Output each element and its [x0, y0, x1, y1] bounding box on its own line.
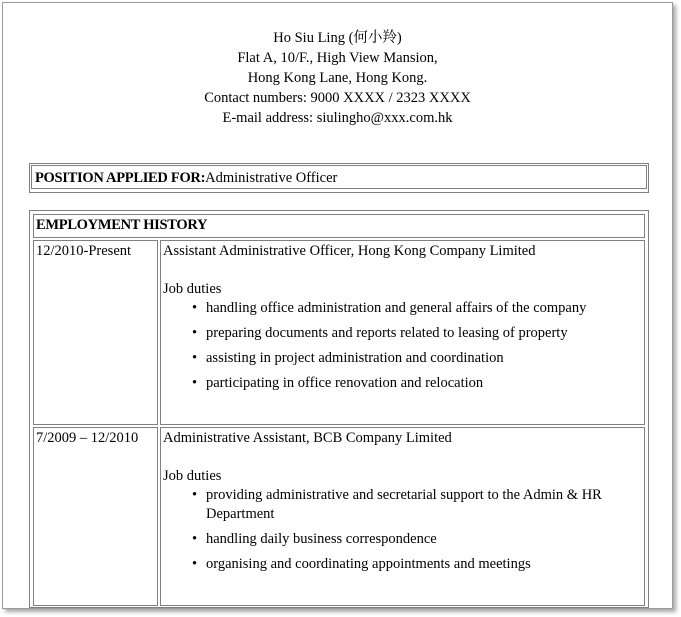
address-line-2: Hong Kong Lane, Hong Kong.: [247, 70, 428, 86]
list-item: • organising and coordinating appointments and meetings: [192, 556, 531, 572]
list-item: • assisting in project administration and coordination: [192, 350, 504, 366]
contact-header: [3, 28, 672, 128]
table-row: [33, 240, 645, 425]
job-details: [160, 427, 645, 606]
job-duties-list: [163, 299, 642, 393]
address-line-1: Flat A, 10/F., High View Mansion,: [237, 50, 438, 66]
job-period: 12/2010-Present: [33, 240, 158, 425]
job-details: [160, 240, 645, 425]
bullet-icon: •: [192, 531, 198, 547]
applicant-name: Ho Siu Ling (何小羚): [273, 30, 402, 46]
email-address: E-mail address: siulingho@xxx.com.hk: [222, 110, 453, 126]
list-item: • handling daily business correspondence: [192, 531, 437, 547]
job-period: 7/2009 – 12/2010: [33, 427, 158, 606]
bullet-icon: •: [192, 487, 198, 503]
position-value: Administrative Officer: [205, 170, 338, 186]
position-label: POSITION APPLIED FOR:: [35, 170, 206, 186]
job-role: Administrative Assistant, BCB Company Limited: [163, 430, 452, 446]
list-item: • handling office administration and general affairs of the company: [192, 300, 587, 316]
bullet-icon: •: [192, 325, 198, 341]
bullet-icon: •: [192, 556, 198, 572]
job-duties-label: Job duties: [163, 281, 222, 297]
list-item: • providing administrative and secretarial support to the Admin & HR Department: [192, 487, 602, 522]
list-item: • preparing documents and reports related to leasing of property: [192, 325, 568, 341]
employment-table: [31, 212, 647, 608]
job-duties-label: Job duties: [163, 468, 222, 484]
contact-numbers: Contact numbers: 9000 XXXX / 2323 XXXX: [204, 90, 471, 106]
employment-title: EMPLOYMENT HISTORY: [33, 214, 645, 238]
table-row: [33, 427, 645, 606]
bullet-icon: •: [192, 350, 198, 366]
position-applied-box: [29, 163, 649, 193]
employment-history-box: [29, 210, 649, 608]
job-role: Assistant Administrative Officer, Hong Kong Company Limited: [163, 243, 536, 259]
job-duties-list: [163, 486, 642, 574]
list-item: • participating in office renovation and relocation: [192, 375, 484, 391]
bullet-icon: •: [192, 300, 198, 316]
bullet-icon: •: [192, 375, 198, 391]
document-page: [2, 2, 673, 609]
